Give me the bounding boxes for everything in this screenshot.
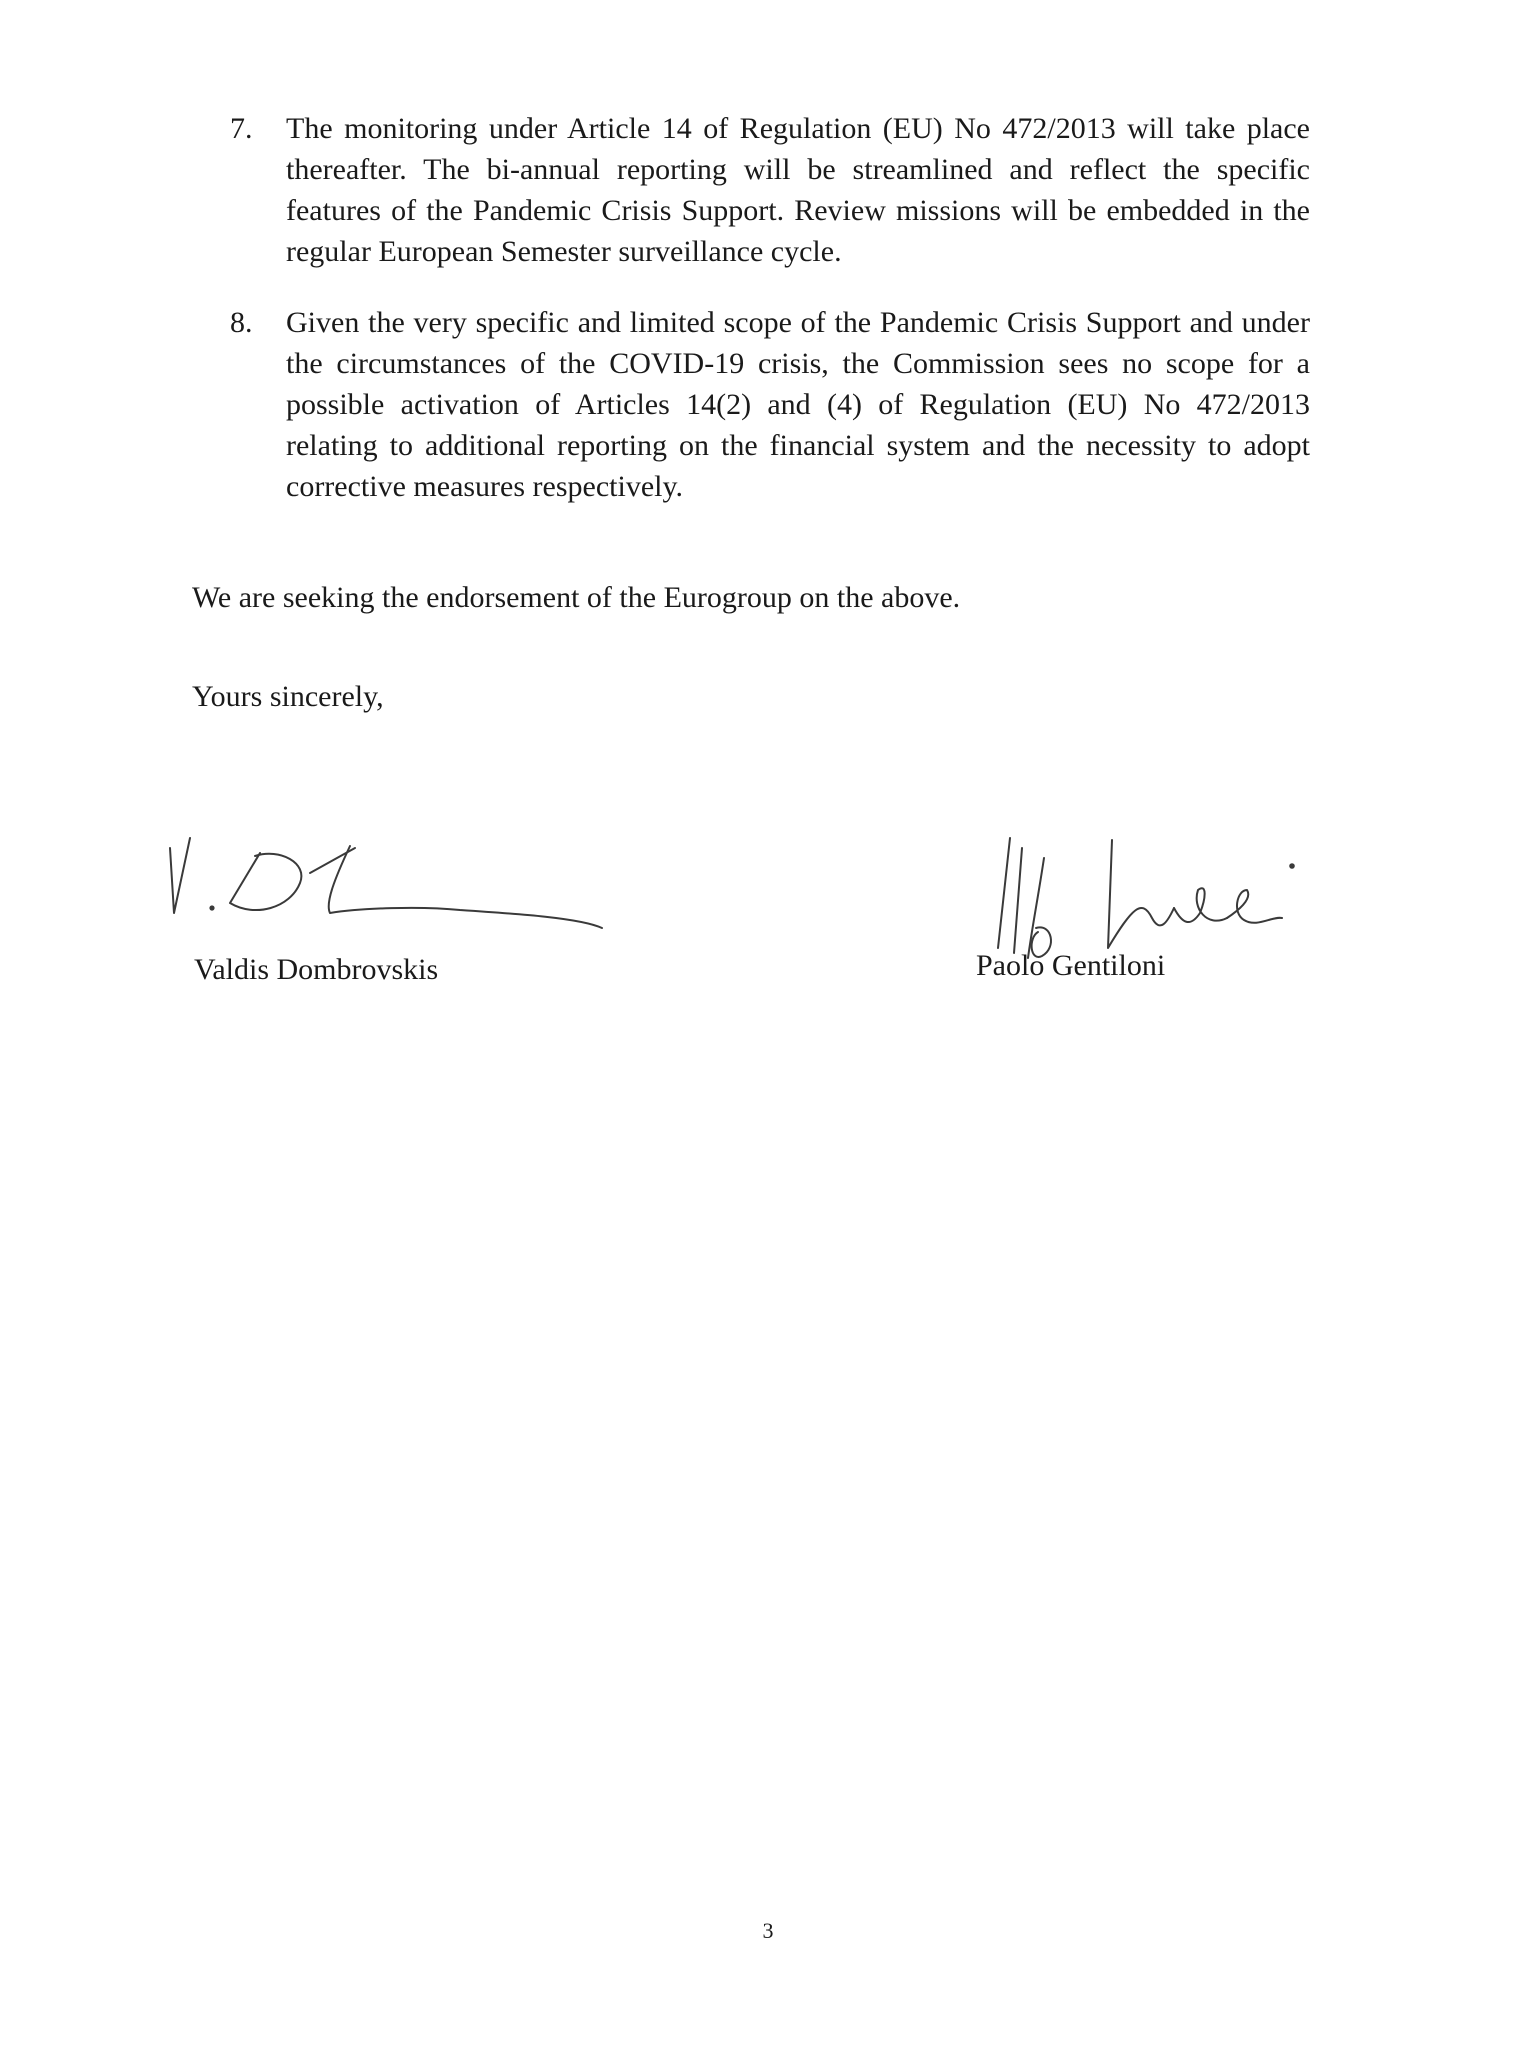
closing-salutation: Yours sincerely,: [192, 680, 384, 713]
signatory-name-dombrovskis: Valdis Dombrovskis: [194, 953, 439, 986]
list-item-number: 8.: [230, 306, 253, 339]
endorsement-request: We are seeking the endorsement of the Eurogroup on the above.: [192, 581, 961, 614]
signature-dombrovskis: [160, 818, 620, 938]
list-item-text: Given the very specific and limited scope of the Pandemic Crisis Support and under the circumstances of the COVID-19 crisis, the Commission sees no scope for a possible activation of Articles 14(2) and (4) of Regulation (EU) No 472/2013 relating to additional reporting on the financial system and the necessity to adopt corrective measures respectively.: [286, 306, 1310, 503]
signatory-name-gentiloni: Paolo Gentiloni: [976, 949, 1166, 982]
page-number: 3: [762, 1918, 774, 1943]
list-item-text: The monitoring under Article 14 of Regulation (EU) No 472/2013 will take place thereafter. The bi-annual reporting will be streamlined and reflect the specific features of the Pandemic Crisis Support. Review missions will be embedded in the regular European Semester surveillance cycle.: [286, 112, 1310, 268]
list-item-8: [230, 302, 1310, 507]
list-item-number: 7.: [230, 112, 253, 145]
list-item-7: [230, 108, 1310, 272]
